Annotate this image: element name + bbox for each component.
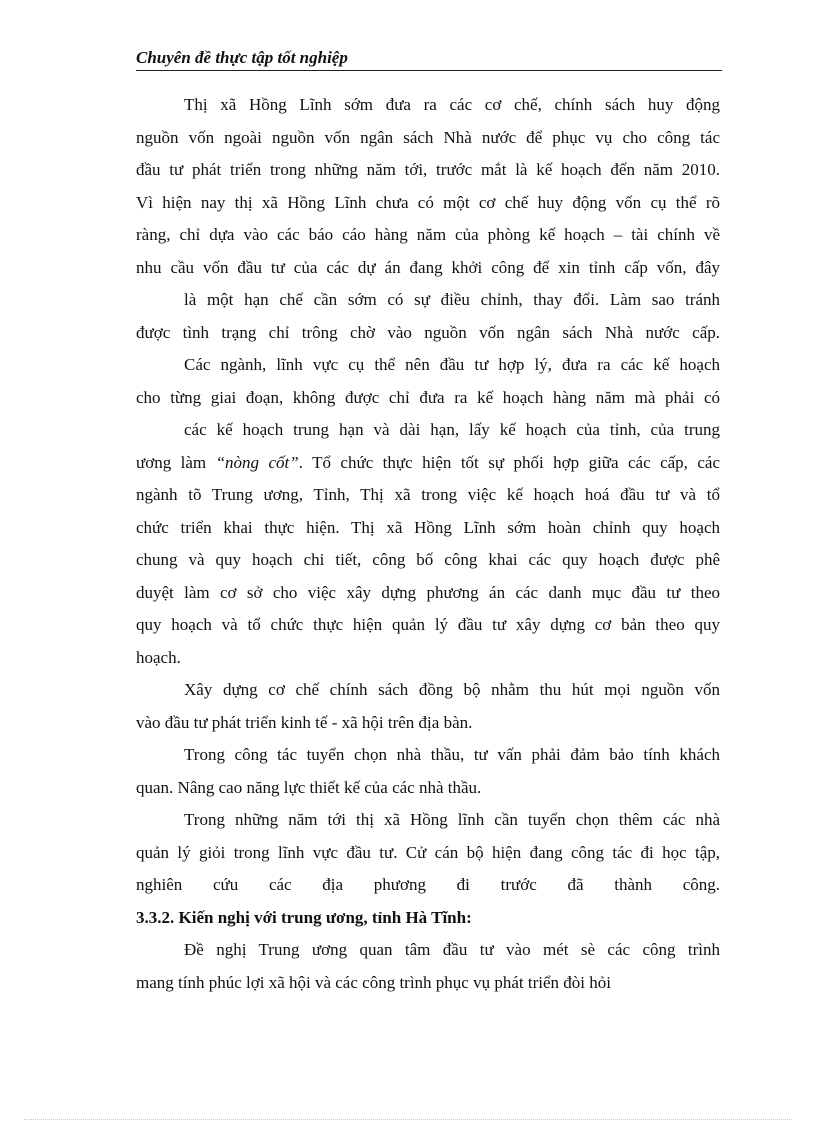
text-line: nghiên cứu các địa phương đi trước đã thành công.: [136, 875, 720, 894]
page-header: [136, 48, 722, 71]
emphasis-text: “nòng cốt”: [215, 452, 299, 472]
text-line: Các ngành, lĩnh vực cụ thể nên đầu tư hợp lý, đưa ra các kế hoạch: [184, 355, 720, 374]
text-line: Trong những năm tới thị xã Hồng lĩnh cần tuyển chọn thêm các nhà: [184, 810, 720, 829]
text-line: quản lý giỏi trong lĩnh vực đầu tư. Cử cán bộ hiện đang công tác đi học tập,: [136, 842, 720, 862]
text-line: Xây dựng cơ chế chính sách đồng bộ nhằm thu hút mọi nguồn vốn: [184, 680, 720, 699]
line-12-before: ương làm: [136, 452, 216, 472]
text-line: vào đầu tư phát triển kinh tế - xã hội trên địa bàn.: [136, 712, 473, 732]
section-heading: 3.3.2. Kiến nghị với trung ương, tỉnh Hà Tĩnh:: [136, 907, 472, 927]
text-line: là một hạn chế cần sớm có sự điều chỉnh, thay đổi. Làm sao tránh: [184, 290, 720, 309]
text-line: chức triển khai thực hiện. Thị xã Hồng Lĩnh sớm hoàn chỉnh quy hoạch: [136, 517, 720, 537]
text-line: ràng, chỉ dựa vào các báo cáo hàng năm của phòng kế hoạch – tài chính về: [136, 225, 720, 244]
text-line-emphasis: [136, 447, 720, 480]
text-line: duyệt làm cơ sở cho việc xây dựng phương án các danh mục đầu tư theo: [136, 582, 720, 602]
text-line: Trong công tác tuyển chọn nhà thầu, tư vấn phải đảm bảo tính khách: [184, 745, 720, 764]
text-line: nhu cầu vốn đầu tư của các dự án đang khởi công để xin tỉnh cấp vốn, đây: [136, 257, 720, 277]
footer-divider: [24, 1119, 792, 1120]
text-line: chung và quy hoạch chi tiết, công bố công khai các quy hoạch được phê: [136, 550, 720, 569]
text-line: Thị xã Hồng Lĩnh sớm đưa ra các cơ chế, chính sách huy động: [184, 95, 720, 114]
text-line: Đề nghị Trung ương quan tâm đầu tư vào mét sè các công trình: [184, 940, 720, 959]
header-title: Chuyên đề thực tập tốt nghiệp: [136, 48, 348, 67]
text-line: ngành tõ Trung ương, Tỉnh, Thị xã trong việc kế hoạch hoá đầu tư và tổ: [136, 485, 720, 504]
text-line: nguồn vốn ngoài nguồn vốn ngân sách Nhà nước để phục vụ cho công tác: [136, 127, 720, 147]
text-line: các kế hoạch trung hạn và dài hạn, lấy kế hoạch của tỉnh, của trung: [184, 420, 720, 439]
text-line: đầu tư phát triển trong những năm tới, trước mắt là kế hoạch đến năm 2010.: [136, 160, 720, 179]
text-line: hoạch.: [136, 647, 181, 667]
document-body: [136, 89, 720, 999]
line-12-after: . Tổ chức thực hiện tốt sự phối hợp giữa các cấp, các: [298, 452, 720, 472]
text-line: mang tính phúc lợi xã hội và các công trình phục vụ phát triển đòi hỏi: [136, 972, 611, 992]
text-line: quan. Nâng cao năng lực thiết kế của các nhà thầu.: [136, 777, 482, 797]
text-line: được tình trạng chỉ trông chờ vào nguồn vốn ngân sách Nhà nước cấp.: [136, 322, 720, 342]
text-line: cho từng giai đoạn, không được chỉ đưa ra kế hoạch hàng năm mà phải có: [136, 387, 720, 407]
text-line: Vì hiện nay thị xã Hồng Lĩnh chưa có một cơ chế huy động vốn cụ thể rõ: [136, 192, 720, 212]
text-line: quy hoạch và tổ chức thực hiện quản lý đầu tư xây dựng cơ bản theo quy: [136, 615, 720, 634]
